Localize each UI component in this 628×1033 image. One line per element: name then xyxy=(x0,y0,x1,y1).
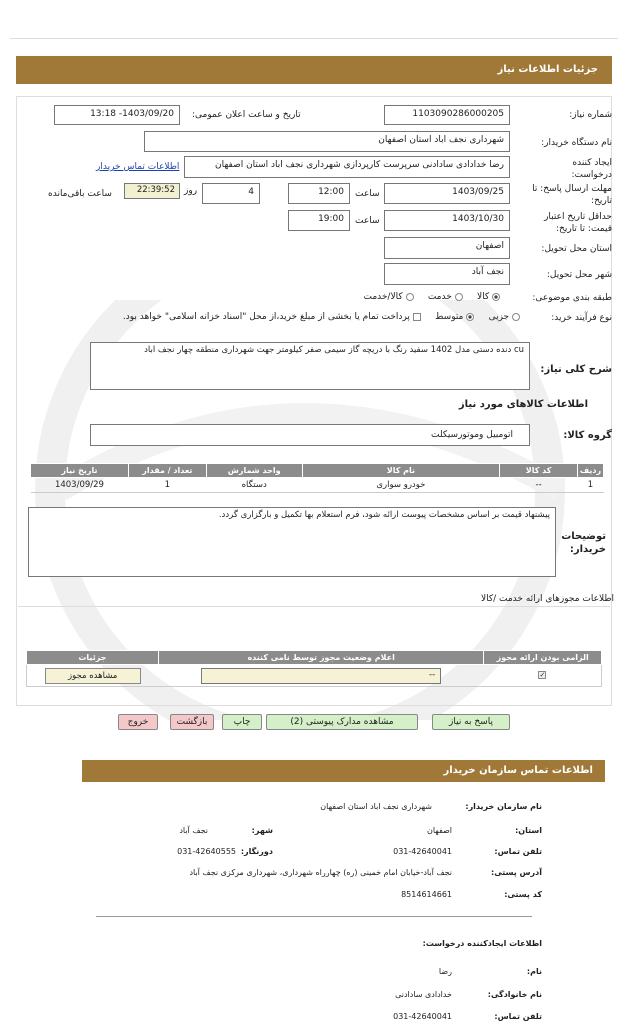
permits-title: اطلاعات مجوزهای ارائه خدمت /کالا xyxy=(480,594,614,604)
top-divider xyxy=(10,38,618,39)
process-minor-radio[interactable] xyxy=(512,313,520,321)
process-radio-group xyxy=(40,312,520,322)
deadline-days-field: 4 xyxy=(202,183,260,204)
category-label: طبقه بندی موضوعی: xyxy=(532,293,612,303)
goods-table-header xyxy=(31,464,604,478)
contact-address-label: آدرس پستی: xyxy=(491,868,542,877)
cell-qty: 1 xyxy=(164,480,171,490)
buyer-contact-link[interactable]: اطلاعات تماس خریدار xyxy=(96,162,180,172)
contact-divider xyxy=(96,916,532,917)
creator-name: رضا xyxy=(438,967,452,976)
table-row xyxy=(31,478,604,493)
permit-details-cell xyxy=(27,665,159,687)
buyer-org-label: نام دستگاه خریدار: xyxy=(541,138,612,148)
city-field: نجف آباد xyxy=(384,263,510,285)
need-number-field: 1103090286000205 xyxy=(384,105,510,125)
validity-time-label: ساعت xyxy=(355,216,380,226)
col-row: ردیف xyxy=(578,464,604,478)
announce-datetime-label: تاریخ و ساعت اعلان عمومی: xyxy=(192,110,301,120)
goods-group-field: اتومبیل وموتورسیکلت xyxy=(90,424,530,446)
deadline-date-field: 1403/09/25 xyxy=(384,183,510,204)
contact-fax-label: دورنگار: xyxy=(240,847,273,856)
validity-time-field: 19:00 xyxy=(288,210,350,231)
col-permit-details: جزئیات xyxy=(27,651,159,665)
view-permit-button[interactable]: مشاهده مجوز xyxy=(45,668,141,684)
contact-postal: 8514614661 xyxy=(401,890,452,899)
contact-address: نجف آباد-خیابان امام خمینی (ره) چهارراه شهرداری، شهرداری مرکزی نجف آباد xyxy=(189,868,452,877)
validity-date-field: 1403/10/30 xyxy=(384,210,510,231)
creator-name-label: نام: xyxy=(526,967,542,976)
creator-field: رضا خدادادی سادادنی سرپرست کارپردازی شهرداری نجف اباد استان اصفهان xyxy=(184,156,510,178)
cell-name: خودرو سواری xyxy=(376,480,426,490)
process-medium-radio[interactable] xyxy=(466,313,474,321)
view-documents-button[interactable]: مشاهده مدارک پیوستی (2) xyxy=(266,714,418,730)
contact-phone-label: تلفن تماس: xyxy=(494,847,542,856)
permit-status-field: -- xyxy=(201,668,441,684)
remaining-time-label: ساعت باقی‌مانده xyxy=(48,189,112,199)
permit-required-checkbox: ✓ xyxy=(539,671,546,679)
cell-row: 1 xyxy=(587,480,594,490)
creator-info-title: اطلاعات ایجادکننده درخواست: xyxy=(422,939,542,948)
process-minor-label: جزیی xyxy=(488,312,510,322)
province-field: اصفهان xyxy=(384,237,510,259)
creator-family: خدادادی سادادنی xyxy=(395,990,452,999)
contact-header xyxy=(82,760,605,782)
deadline-time-field: 12:00 xyxy=(288,183,350,204)
col-code: کد کالا xyxy=(500,464,578,478)
buyer-notes-label: توضیحات خریدار: xyxy=(561,531,606,555)
contact-city: نجف آباد xyxy=(179,826,208,835)
exit-button[interactable]: خروج xyxy=(118,714,158,730)
creator-label: ایجاد کننده درخواست: xyxy=(571,158,612,180)
description-label: شرح کلی نیاز: xyxy=(540,364,612,375)
goods-group-label: گروه کالا: xyxy=(563,430,612,441)
contact-province-label: استان: xyxy=(515,826,542,835)
category-both-label: کالا/خدمت xyxy=(363,292,403,302)
print-button[interactable]: چاپ xyxy=(222,714,262,730)
col-name: نام کالا xyxy=(302,464,500,478)
city-label: شهر محل تحویل: xyxy=(546,270,612,280)
contact-org: شهرداری نجف اباد استان اصفهان xyxy=(320,802,432,811)
category-service-radio[interactable] xyxy=(455,293,463,301)
contact-postal-label: کد پستی: xyxy=(504,890,542,899)
need-number-label: شماره نیاز: xyxy=(569,110,612,120)
back-button[interactable]: بازگشت xyxy=(170,714,214,730)
goods-section-title: اطلاعات کالاهای مورد نیاز xyxy=(458,399,588,410)
contact-phone: 031-42640041 xyxy=(393,847,452,856)
deadline-label: مهلت ارسال پاسخ: تا تاریخ: xyxy=(532,184,612,206)
description-field: cu دنده دستی مدل 1402 سفید رنگ با دریچه گاز سیمی صفر کیلومتر جهت شهرداری منطقه چهار نجف اباد xyxy=(90,342,530,390)
process-label: نوع فرآیند خرید: xyxy=(551,313,612,323)
cell-date: 1403/09/29 xyxy=(54,480,104,490)
col-date: تاریخ نیاز xyxy=(31,464,129,478)
buyer-org-field: شهرداری نجف اباد استان اصفهان xyxy=(144,131,510,152)
category-goods-radio[interactable] xyxy=(492,293,500,301)
col-qty: تعداد / مقدار xyxy=(128,464,206,478)
creator-family-label: نام خانوادگی: xyxy=(487,990,542,999)
contact-city-label: شهر: xyxy=(251,826,273,835)
treasury-note: پرداخت تمام یا بخشی از مبلغ خرید،از محل "اسناد خزانه اسلامی" خواهد بود. xyxy=(122,312,410,322)
announce-datetime-field: 1403/09/20- 13:18 xyxy=(54,105,180,125)
contact-fax: 031-42640555 xyxy=(177,847,236,856)
contact-province: اصفهان xyxy=(426,826,452,835)
permit-status-cell xyxy=(158,665,484,687)
page-header xyxy=(16,56,612,84)
contact-title: اطلاعات تماس سازمان خریدار xyxy=(443,765,593,776)
deadline-days-label: روز xyxy=(184,186,198,196)
col-unit: واحد شمارش xyxy=(206,464,302,478)
province-label: استان محل تحویل: xyxy=(541,244,612,254)
col-permit-status: اعلام وضعیت مجوز توسط نامی کننده xyxy=(158,651,484,665)
deadline-time-label: ساعت xyxy=(355,189,380,199)
creator-phone-label: تلفن تماس: xyxy=(494,1012,542,1021)
goods-table xyxy=(30,463,604,493)
process-medium-label: متوسط xyxy=(435,312,464,322)
category-goods-label: کالا xyxy=(476,292,490,302)
cell-code: -- xyxy=(535,480,542,490)
permits-table xyxy=(26,650,602,687)
remaining-time-field: 22:39:52 xyxy=(124,183,180,199)
page-title: جزئیات اطلاعات نیاز xyxy=(497,64,598,75)
contact-org-label: نام سازمان خریدار: xyxy=(465,802,542,811)
permits-divider xyxy=(18,606,610,607)
creator-phone: 031-42640041 xyxy=(393,1012,452,1021)
treasury-checkbox[interactable] xyxy=(413,313,421,321)
col-permit-required: الزامی بودن ارائه مجوز xyxy=(484,651,602,665)
respond-button[interactable]: پاسخ به نیاز xyxy=(432,714,510,730)
cell-unit: دستگاه xyxy=(241,480,267,490)
table-row xyxy=(27,665,602,687)
category-service-label: خدمت xyxy=(427,292,452,302)
buyer-notes-field: پیشنهاد قیمت بر اساس مشخصات پیوست ارائه شود، فرم استعلام بها تکمیل و بارگزاری گردد. xyxy=(28,507,556,577)
validity-label: حداقل تاریخ اعتبار قیمت: تا تاریخ: xyxy=(544,212,612,234)
category-both-radio[interactable] xyxy=(406,293,414,301)
category-radio-group xyxy=(300,292,500,302)
permit-required-cell xyxy=(484,665,602,687)
permits-table-header xyxy=(27,651,602,665)
